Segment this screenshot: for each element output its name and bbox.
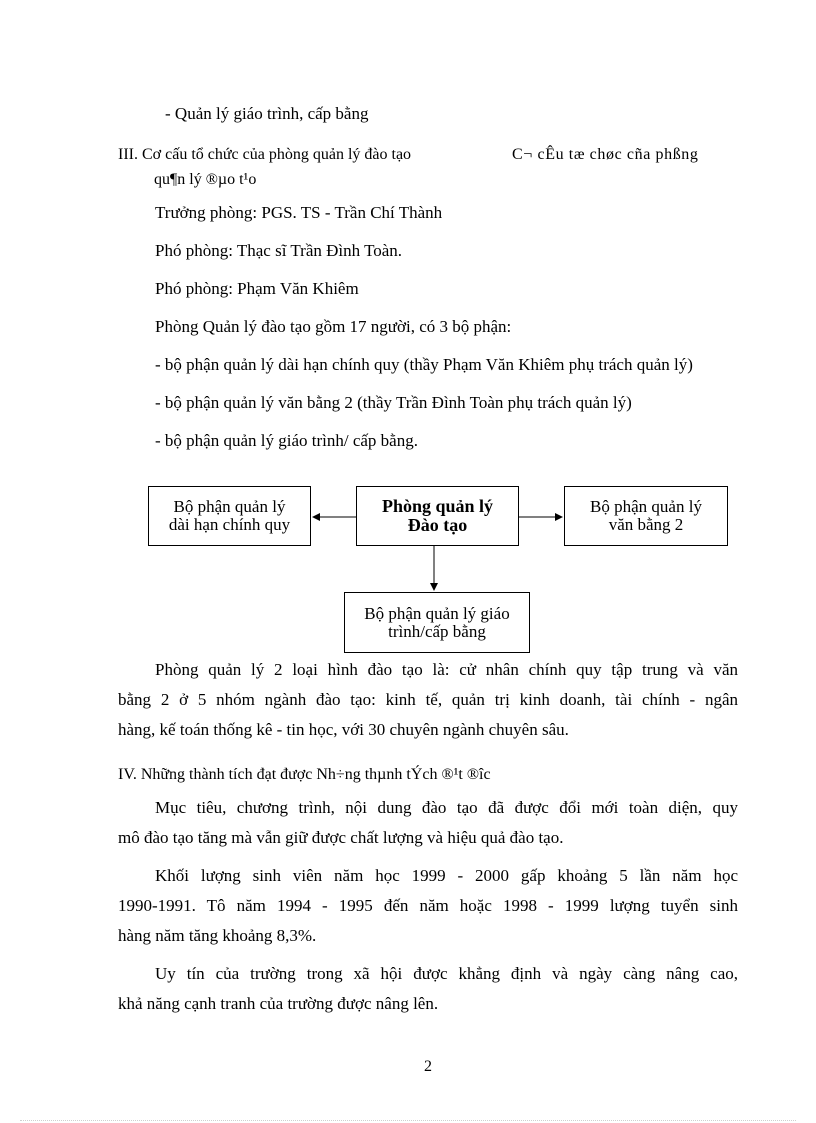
diagram-center-box [356,486,519,546]
dept-size-line: Phòng Quản lý đào tạo gồm 17 người, có 3 bộ phận: [155,317,512,336]
para4-line-2: khả năng cạnh tranh của trường được nâng lên. [118,994,439,1013]
bullet-line: - Quản lý giáo trình, cấp bằng [165,104,369,123]
unit-line-2: - bộ phận quản lý văn bằng 2 (thầy Trần Đình Toàn phụ trách quản lý) [155,393,632,412]
diagram-left-line-1: Bộ phận quản lý [173,497,286,516]
para1-line-2: bằng 2 ở 5 nhóm ngành đào tạo: kinh tế, quản trị kinh doanh, tài chính - ngân [118,690,738,709]
para3-line-2: 1990-1991. Tô năm 1994 - 1995 đến năm hoặc 1998 - 1999 lượng tuyển sinh [118,896,738,915]
para3-line-1: Khối lượng sinh viên năm học 1999 - 2000 gấp khoảng 5 lần năm học [155,866,738,885]
page-number: 2 [424,1058,432,1075]
page-bottom-border [20,1120,796,1121]
deputy-line-2: Phó phòng: Phạm Văn Khiêm [155,279,359,298]
diagram-right-line-1: Bộ phận quản lý [590,497,702,516]
para4-line-1: Uy tín của trường trong xã hội được khẳng định và ngày càng nâng cao, [155,964,738,983]
section-heading-garbled-cont: qu¶n lý ®µo t¹o [154,171,257,188]
para1-line-1: Phòng quản lý 2 loại hình đào tạo là: cử nhân chính quy tập trung và văn [155,660,738,679]
diagram-right-box [564,486,728,546]
para3-line-3: hàng năm tăng khoảng 8,3%. [118,926,317,945]
para2-line-1: Mục tiêu, chương trình, nội dung đào tạo đã được đổi mới toàn diện, quy [155,798,738,817]
diagram-bottom-line-2: trình/cấp bằng [388,621,486,641]
diagram-left-line-2: dài hạn chính quy [168,515,291,534]
diagram-center-line-1: Phòng quản lý [381,496,494,516]
diagram-left-box [148,486,311,546]
unit-line-3: - bộ phận quản lý giáo trình/ cấp bằng. [155,431,418,450]
diagram-right-line-2: văn bằng 2 [608,515,684,534]
section-heading: III. Cơ cấu tổ chức của phòng quản lý đào tạo [118,146,412,163]
section-heading-garbled: C¬ cÊu tæ chøc cña phßng [512,146,699,163]
diagram-bottom-box [344,592,530,653]
diagram-bottom-line-1: Bộ phận quản lý giáo [364,603,510,623]
para2-line-2: mô đào tạo tăng mà vẫn giữ được chất lượng và hiệu quả đào tạo. [118,828,564,847]
section-iv-heading: IV. Những thành tích đạt được Nh÷ng thµnh tÝch ®¹t ®îc [118,766,491,783]
unit-line-1: - bộ phận quản lý dài hạn chính quy (thầy Phạm Văn Khiêm phụ trách quản lý) [155,355,693,374]
deputy-line-1: Phó phòng: Thạc sĩ Trần Đình Toàn. [155,241,403,260]
head-of-dept-line: Trưởng phòng: PGS. TS - Trần Chí Thành [155,203,443,222]
para1-line-3: hàng, kế toán thống kê - tin học, với 30 chuyên ngành chuyên sâu. [118,720,569,739]
diagram-center-line-2: Đào tạo [407,515,468,535]
